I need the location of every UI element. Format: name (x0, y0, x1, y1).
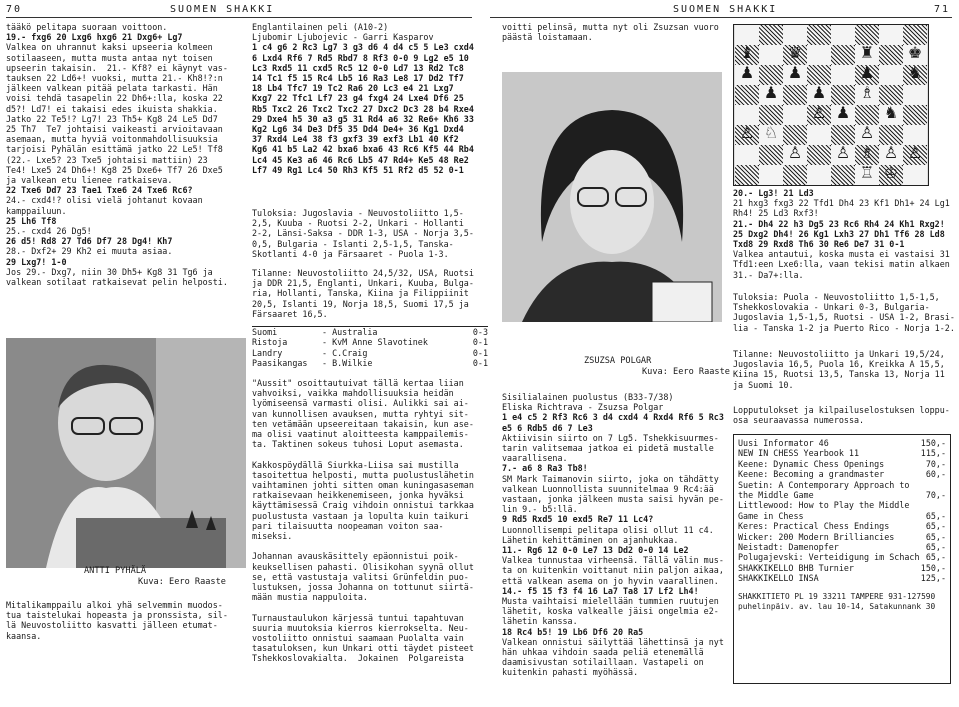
text-line: 26 d5! Rd8 27 Td6 Df7 28 Dg4! Kh7 (6, 236, 173, 247)
text-line: se, että vastustaja valitsi Grünfeldin puo- (252, 571, 469, 582)
text-line: Luonnollisempi pelitapa olisi ollut 11 c4. (502, 524, 714, 535)
ad-item-title: the Middle Game (738, 490, 814, 501)
board-square (831, 25, 855, 45)
text-line: 2-2, Länsi-Saksa - DDR 1-3, USA - Norja 3,5- (252, 228, 474, 239)
match-player: Suomi (252, 327, 278, 337)
match-opponent: - B.Wilkie (322, 358, 373, 369)
match-table-row (252, 337, 488, 347)
ad-item-price: 60,- (925, 469, 946, 480)
text-line: e5 6 Rdb5 d6 7 Le3 (502, 422, 593, 433)
board-square (903, 165, 927, 185)
board-square (807, 65, 831, 85)
text-line: Lf7 49 Rg1 Lc4 50 Rh3 Kf5 51 Rf2 d5 52 0-1 (252, 164, 464, 175)
text-line: Kg2 Lg6 34 De3 Df5 35 Dd4 De4+ 36 Kg1 Dxd4 (252, 124, 464, 135)
text-line: Lc3 Rxd5 11 cxd5 Rc5 12 0-0 Ld7 13 Rd2 Tc8 (252, 62, 464, 73)
chess-piece-icon: ♟ (763, 83, 779, 102)
text-line: (22.- Lxe5? 23 Txe5 johtaisi mattiin) 23 (6, 154, 208, 165)
board-square (735, 105, 759, 125)
chess-piece-icon: ♙ (739, 123, 755, 142)
text-line: Lopputulokset ja kilpailuselostuksen loppu- (733, 405, 950, 415)
text-line: 1 c4 g6 2 Rc3 Lg7 3 g3 d6 4 d4 c5 5 Le3 cxd4 (252, 42, 474, 53)
chess-piece-icon: ♗ (859, 143, 875, 162)
chess-piece-icon: ♟ (835, 103, 851, 122)
text-line: kamppailuun. (6, 205, 67, 216)
text-line (252, 541, 488, 551)
text-line: Valkea on uhrannut kaksi upseeria kolmeen (6, 42, 213, 53)
text-line: Skotlanti 4-0 ja Färsaaret - Puola 1-3. (252, 248, 449, 259)
text-line: 14.- f5 15 f3 f4 16 La7 Ta8 17 Lf2 Lh4! (502, 585, 699, 596)
text-line: tarjoisi Pyhälän esittämä jatko 22 Le5! Tf8 (6, 144, 223, 155)
chess-piece-icon: ♛ (787, 43, 803, 62)
text-line: Lc4 45 Ke3 a6 46 Rc6 Lb5 47 Rd4+ Ke5 48 Re2 (252, 154, 469, 165)
ad-item-title: Keene: Becoming a grandmaster (738, 469, 885, 480)
column-2-results (252, 208, 488, 263)
board-square (783, 85, 807, 105)
text-line: Turnaustaulukon kärjessä tuntui tapahtuvan (252, 612, 464, 623)
board-square (879, 85, 903, 105)
match-opponent: - Australia (322, 327, 378, 337)
text-line: vostoliitto onnistui saamaan Puolalta vain (252, 633, 464, 644)
text-line: vahvoiksi, vaikka mahdollisuuksia heidän (252, 388, 454, 399)
text-line: jälkeen valkean pitää pelata tarkasti. Hän (6, 83, 218, 94)
text-line: Lähetin kehittäminen on ajanhukkaa. (502, 534, 679, 545)
text-line: valkean Luonnollista suunnitelmaa 9 Rc4:ää (502, 483, 714, 494)
text-line: Valkean onnistui säilyttää lähettinsä ja nyt (502, 636, 724, 647)
ad-item (738, 500, 946, 510)
text-line: vaarallisena. (502, 453, 568, 464)
text-line: Mitalikamppailu alkoi yhä selvemmin muodos- (6, 600, 223, 610)
text-line: upseerin takaisin. 21.- Kf8? ei käynyt vas- (6, 62, 228, 73)
text-line: d5?! Ld7! ei takaisi edes ikuista shakkia. (6, 103, 218, 114)
text-line: "Aussit" osoittautuivat tällä kertaa liian (252, 378, 464, 388)
chess-piece-icon: ♞ (907, 63, 923, 82)
board-square (831, 45, 855, 65)
text-line: ja DDR 21,5, Englanti, Unkari, Kuuba, Bulga- (252, 278, 474, 289)
board-square (783, 125, 807, 145)
board-square (759, 65, 783, 85)
board-square (759, 45, 783, 65)
text-line: lähetin kanssa. (502, 616, 578, 627)
text-line: Johannan avauskäsittely epäonnistui poik- (252, 551, 459, 562)
text-line: Rb5 Txc2 26 Txc2 Txc2 27 Dxc2 Dc3 28 b4 Rxe4 (252, 103, 474, 114)
chess-piece-icon: ♙ (787, 143, 803, 162)
chess-piece-icon: ♚ (907, 43, 923, 62)
text-line: 25 Lh6 Tf8 (6, 215, 57, 226)
text-line (252, 449, 488, 459)
text-line: 25 Dxg2 Dh4! 26 Kg1 Lxh3 27 Dh1 Tf6 28 Ld8 (733, 228, 945, 239)
text-line: Valkea antautui, koska musta ei vastaisi 31 (733, 249, 950, 260)
text-line: vastaan, jonka jälkeen musta saisi hyvän pe- (502, 494, 724, 505)
text-line: suuria muutoksia kierros kierrokselta. Neu- (252, 622, 469, 633)
column-4-standings (733, 349, 957, 394)
text-line: tääkö pelitapa suoraan voittoon. (6, 22, 168, 32)
text-line: vaihtaminen johti sitten oman kuningasaseman (252, 480, 474, 491)
text-line: asemaan, mutta hyviä voitonmahdollisuuksia (6, 134, 218, 145)
board-square (831, 165, 855, 185)
ad-item (738, 532, 946, 542)
board-square (879, 45, 903, 65)
match-opponent: - KvM Anne Slavotinek (322, 337, 428, 348)
text-line: 20,5, Islanti 19, Norja 18,5, Suomi 17,5 ja (252, 298, 469, 309)
text-line: 31.- Da7+:lla. (733, 269, 804, 280)
text-line: Färsaaret 16,5. (252, 308, 328, 319)
text-line: Jatko 22 Te5!? Lg7! 23 Th5+ Kg8 24 Le5 Dd7 (6, 113, 218, 124)
text-line: Jugoslavia 16,5, Puola 16, Kreikka A 15,5, (733, 359, 945, 370)
board-square (903, 105, 927, 125)
text-line: tasatuloksen, kun Unkari otti täydet pisteet (252, 643, 474, 654)
text-line: 37 Rxd4 Le4 38 f3 gxf3 39 exf3 Lb1 40 Kf2 (252, 134, 459, 145)
chess-piece-icon: ♟ (811, 83, 827, 102)
text-line: lyömiseensä varmasti olisi. Aulikki sai ai- (252, 398, 469, 409)
text-line: Aktiivisin siirto on 7 Lg5. Tshekkisuurmes- (502, 432, 719, 443)
text-line: tasoitettua helposti, mutta puolustuslähetin (252, 469, 474, 480)
ad-item-list (738, 438, 946, 584)
ad-item-title: Keres: Practical Chess Endings (738, 521, 890, 532)
text-line: tarin valitsemaa jatkoa ei pidetä mustalle (502, 443, 714, 454)
text-line: Valkea tunnustaa virheensä. Tällä välin mus- (502, 555, 724, 566)
text-line: 7.- a6 8 Ra3 Tb8! (502, 463, 588, 474)
match-table-row (252, 358, 488, 368)
ad-footer-line-2: puhelinpäiv. av. lau 10-14, Satakunnank 30 (738, 602, 936, 612)
text-line (252, 602, 488, 612)
ad-item-title: Game in Chess (738, 510, 804, 521)
text-line: käyttämisessä Craig vihdoin onnistui tarkkaa (252, 500, 474, 511)
text-line: ja valkean etu lienee ratkaiseva. (6, 175, 173, 186)
board-square (855, 25, 879, 45)
text-line: Jugoslavia 1,5-1,5, Ruotsi - USA 1-2, Brasi- (733, 312, 955, 323)
text-line: Jos 29.- Dxg7, niin 30 Dh5+ Kg8 31 Tg6 ja (6, 266, 213, 277)
text-line: Ljubomir Ljubojevic - Garri Kasparov (252, 32, 434, 43)
text-line: 25.- cxd4 26 Dg5! (6, 226, 92, 237)
chess-piece-icon: ♟ (739, 63, 755, 82)
player-photo-polgar (502, 72, 722, 322)
ad-item-price: 70,- (925, 458, 946, 469)
text-line: ta on kuitenkin voittanut niin paljon aikaa, (502, 565, 724, 576)
ad-item-title: Polugajevski: Verteidigung im Schach (738, 552, 920, 563)
ad-item (738, 511, 946, 521)
board-square (783, 165, 807, 185)
text-line: 20.- Lg3! 21 Ld3 (733, 188, 814, 198)
board-square (831, 85, 855, 105)
board-square (807, 125, 831, 145)
chess-piece-icon: ♙ (883, 143, 899, 162)
column-4-results (733, 292, 957, 337)
text-line: että valkean asema on jo hyvin vaarallinen. (502, 575, 719, 586)
text-line: voitti pelinsä, mutta nyt oli Zsuzsan vuoro (502, 22, 719, 32)
board-square (759, 105, 783, 125)
text-line: 18 Rc4 b5! 19 Lb6 Df6 20 Ra5 (502, 626, 644, 637)
ad-item-title: Littlewood: How to Play the Middle (738, 500, 910, 511)
text-line: 18 Lb4 Tfc7 19 Tc2 Ra6 20 Lc3 e4 21 Lxg7 (252, 83, 454, 94)
ad-item-price: 65,- (925, 542, 946, 553)
ad-item (738, 448, 946, 458)
match-score: 0-3 (472, 327, 488, 337)
chess-piece-icon: ♙ (811, 103, 827, 122)
match-player: Ristoja (252, 337, 288, 348)
ad-item-title: SHAKKIKELLO BHB Turnier (738, 562, 854, 573)
right-running-title: SUOMEN SHAKKI (673, 4, 778, 15)
text-line: lia - Tanska 1-2 ja Puerto Rico - Norja 1-2. (733, 322, 955, 333)
text-line: daamisivustan sotilaillaan. Vastapeli on (502, 657, 704, 668)
text-line: Txd8 29 Rxd8 Th6 30 Re6 De7 31 0-1 (733, 239, 905, 250)
book-advertisement-box (733, 434, 951, 684)
match-score: 0-1 (472, 347, 488, 358)
text-line: mään mustia nappuloita. (252, 592, 368, 603)
photo-caption-pyhala-credit: Kuva: Eero Raaste (138, 577, 226, 587)
text-line: lä Neuvostoliitto kasvatti jälleen etumat- (6, 620, 218, 631)
text-line: tua taistelukai hopeasta ja pronssista, sil- (6, 610, 228, 621)
chess-piece-icon: ♙ (835, 143, 851, 162)
ad-item-price: 65,- (925, 531, 946, 542)
board-square (735, 145, 759, 165)
text-line: Kiina 15, Ruotsi 13,5, Tanska 13, Norja 11 (733, 369, 945, 380)
match-player: Paasikangas (252, 358, 308, 369)
text-line: ja Suomi 10. (733, 379, 794, 390)
ad-footer-line-1: SHAKKITIETO PL 19 33211 TAMPERE 931-127590 (738, 591, 936, 601)
text-line: osa seuraavassa numerossa. (733, 415, 865, 426)
board-square (903, 125, 927, 145)
chess-piece-icon: ♟ (787, 63, 803, 82)
ad-item-title: Neistadt: Damenopfer (738, 542, 839, 553)
ad-item-price: 65,- (925, 552, 946, 563)
text-line: Kxg7 22 Tfc1 Lf7 23 g4 fxg4 24 Lxe4 Df6 25 (252, 93, 464, 104)
text-line: 25 Th7 Te7 johtaisi vaikeasti arvioitavaan (6, 124, 223, 135)
text-line: Tuloksia: Puola - Neuvostoliitto 1,5-1,5, (733, 292, 940, 302)
text-line: miseksi. (252, 531, 293, 542)
board-square (735, 25, 759, 45)
match-score: 0-1 (472, 337, 488, 348)
text-line: kaansa. (6, 630, 42, 641)
right-header-rule (490, 17, 952, 18)
match-player: Landry (252, 347, 283, 358)
text-line: Kakkospöydällä Siurkka-Liisa sai mustilla (252, 459, 459, 470)
column-4-ending (733, 405, 957, 429)
board-square (735, 85, 759, 105)
ad-item (738, 459, 946, 469)
chess-piece-icon: ♝ (739, 43, 755, 62)
text-line: valkean sotilaat ratkaisevat pelin helposti. (6, 277, 228, 288)
ad-item (738, 521, 946, 531)
ad-item (738, 438, 946, 448)
text-line: sotilaaseen, mutta musta antaa nyt toisen (6, 52, 213, 63)
board-square (759, 145, 783, 165)
text-line: ria, Hollanti, Tanska, Kiina ja Filippiinit (252, 288, 469, 299)
text-line: 21 hxg3 fxg3 22 Tfd1 Dh4 23 Kf1 Dh1+ 24 Lg1 (733, 198, 950, 209)
match-table-row (252, 348, 488, 358)
text-line: 28.- Dxf2+ 29 Kh2 ei muuta asiaa. (6, 246, 173, 257)
ad-item-title: SHAKKIKELLO INSA (738, 573, 819, 584)
text-line: 19.- fxg6 20 Lxg6 hxg6 21 Dxg6+ Lg7 (6, 32, 183, 43)
match-score: 0-1 (472, 358, 488, 369)
left-page-number: 70 (6, 4, 23, 15)
photo-caption-polgar-credit: Kuva: Eero Raaste (642, 367, 730, 377)
ad-item (738, 490, 946, 500)
text-line: 11.- Rg6 12 0-0 Le7 13 Dd2 0-0 14 Le2 (502, 545, 689, 556)
text-line: 9 Rd5 Rxd5 10 exd5 Re7 11 Lc4? (502, 514, 654, 525)
ad-item-price: 70,- (925, 490, 946, 501)
column-3-top-text (502, 22, 722, 46)
board-square (759, 25, 783, 45)
board-square (807, 45, 831, 65)
text-line: 2,5, Kuuba - Ruotsi 2-2, Unkari - Hollanti (252, 218, 464, 229)
text-line: 0,5, Bulgaria - Islanti 2,5-1,5, Tanska- (252, 238, 454, 249)
chess-piece-icon: ♗ (859, 83, 875, 102)
board-square (903, 85, 927, 105)
column-1-bottom-text (6, 600, 246, 660)
ad-item-price: 150,- (920, 438, 946, 448)
chess-diagram (733, 24, 929, 186)
text-line: Tshekkoslovakia - Unkari 0-3, Bulgaria- (733, 302, 930, 313)
board-square (831, 125, 855, 145)
text-line: keuksellisen pahasti. Olisikohan syynä ollut (252, 561, 474, 572)
ad-item-price: 65,- (925, 510, 946, 521)
board-square (903, 25, 927, 45)
ad-item (738, 573, 946, 583)
ad-item-title: Wicker: 200 Modern Brilliancies (738, 531, 895, 542)
text-line: 22 Txe6 Dd7 23 Tae1 Txe6 24 Txe6 Rc6? (6, 185, 193, 196)
text-line: SM Mark Taimanovin siirto, joka on tähdätty (502, 473, 719, 484)
ad-item-title: Keene: Dynamic Chess Openings (738, 458, 885, 469)
board-square (783, 25, 807, 45)
text-line: kuitenkin pahasti myöhässä. (502, 667, 639, 678)
column-1-text (6, 22, 246, 292)
player-photo-pyhala (6, 338, 246, 568)
chess-piece-icon: ♖ (859, 163, 875, 182)
board-square (735, 165, 759, 185)
left-header-rule (6, 17, 472, 18)
ad-item (738, 542, 946, 552)
ad-item-price: 150,- (920, 562, 946, 573)
board-square (831, 65, 855, 85)
text-line: Te4! Lxe5 24 Dh6+! Kg8 25 Dxe6+ Tf7 26 Dxe5 (6, 164, 223, 175)
text-line: lin 9.- b5:llä. (502, 504, 578, 515)
text-line: Tilanne: Neuvostoliitto 24,5/32, USA, Ruotsi (252, 268, 474, 278)
text-line: van kunnollisen avauksen, mutta ryhtyi sit- (252, 408, 469, 419)
text-line: Rh4! 25 Ld3 Rxf3! (733, 208, 819, 219)
board-square (807, 165, 831, 185)
ad-item-title: Uusi Informator 46 (738, 438, 829, 448)
text-line: ta. Taktinen sokeus tuhosi Loput asemasta. (252, 439, 464, 450)
ad-item-price: 65,- (925, 521, 946, 532)
ad-item (738, 563, 946, 573)
right-page-number: 71 (934, 4, 951, 15)
board-square (855, 105, 879, 125)
chess-piece-icon: ♙ (907, 143, 923, 162)
column-4-moves (733, 188, 957, 283)
chess-piece-icon: ♙ (859, 123, 875, 142)
ad-item-title: NEW IN CHESS Yearbook 11 (738, 448, 860, 459)
text-line: Tuloksia: Jugoslavia - Neuvostoliitto 1,5- (252, 208, 464, 218)
board-square (879, 125, 903, 145)
text-line: 29 Dxe4 h5 30 a3 g5 31 Rd4 a6 32 Re6+ Kh6 33 (252, 113, 474, 124)
match-table-row (252, 327, 488, 337)
text-line: Sisilialainen puolustus (B33-7/38) (502, 392, 674, 402)
board-square (807, 25, 831, 45)
text-line: pari tilaisuutta noopeaman voiton saa- (252, 520, 444, 531)
column-2-standings (252, 268, 488, 323)
board-square (807, 145, 831, 165)
ad-item-price: 125,- (920, 573, 946, 584)
column-3-game-text (502, 392, 724, 682)
chess-piece-icon: ♔ (883, 163, 899, 182)
text-line: Tshekkoslovakialta. Jokainen Polgareista (252, 653, 464, 664)
text-line: Englantilainen peli (A10-2) (252, 22, 389, 32)
text-line: ratkaisevaan heikkenemiseen, jonka hyväksi (252, 490, 464, 501)
chess-piece-icon: ♜ (859, 43, 875, 62)
ad-item (738, 552, 946, 562)
ad-item (738, 480, 946, 490)
text-line: Tfd1:een Lxe6:lla, vaan tekisi matin alkaen (733, 259, 950, 270)
ad-item (738, 469, 946, 479)
text-line: voisi tehdä tasapelin 22 Dh6+:lla, koska 22 (6, 93, 223, 104)
board-square (879, 65, 903, 85)
photo-caption-pyhala-name: ANTTI PYHÄLÄ (84, 566, 147, 576)
text-line: 29 Lxg7! 1-0 (6, 256, 67, 267)
text-line: 24.- cxd4!? olisi vielä johtanut kovaan (6, 195, 203, 206)
column-2-bottom-text (252, 378, 488, 678)
photo-caption-polgar-name: ZSUZSA POLGAR (584, 356, 652, 366)
text-line: Musta vaihtaisi mielellään tummien ruutujen (502, 596, 719, 607)
text-line: 6 Lxd4 Rf6 7 Rd5 Rbd7 8 Rf3 0-0 9 Lg2 e5 10 (252, 52, 469, 63)
text-line: Eliska Richtrava - Zsuzsa Polgar (502, 402, 664, 413)
text-line: 14 Tc1 f5 15 Rc4 Lb5 16 Ra3 Le8 17 Dd2 Tf7 (252, 73, 464, 84)
chess-piece-icon: ♞ (883, 103, 899, 122)
text-line: hän uhkaa vihdoin saada peliä etenemällä (502, 647, 704, 658)
text-line: lustuksen, jossa Johanna on tottunut siirtä- (252, 582, 474, 593)
match-opponent: - C.Craig (322, 347, 368, 358)
board-square (783, 105, 807, 125)
ad-item-price: 115,- (920, 448, 946, 459)
text-line: ten vetämään upseereitaan takaisin, kun ase- (252, 418, 474, 429)
left-running-title: SUOMEN SHAKKI (170, 4, 275, 15)
text-line: lähetit, koska valkealle jäisi ongelmia e2- (502, 606, 719, 617)
text-line: 1 e4 c5 2 Rf3 Rc6 3 d4 cxd4 4 Rxd4 Rf6 5 Rc3 (502, 412, 724, 423)
text-line: 21.- Dh4 22 h3 Dg5 23 Rc6 Rh4 24 Kh1 Rxg2! (733, 218, 945, 229)
column-2-game-text (252, 22, 488, 184)
match-table (252, 326, 488, 369)
chess-piece-icon: ♟ (859, 63, 875, 82)
board-square (879, 25, 903, 45)
text-line: Kg6 41 b5 La2 42 bxa6 bxa6 43 Rc6 Kf5 44 Rb4 (252, 144, 474, 155)
chess-piece-icon: ♘ (763, 123, 779, 142)
ad-item-title: Suetin: A Contemporary Approach to (738, 479, 910, 490)
text-line: Tilanne: Neuvostoliitto ja Unkari 19,5/24, (733, 349, 945, 359)
text-line: ma olisi vaatinut aloitteesta kamppailemis- (252, 429, 469, 440)
text-line: päästä loistamaan. (502, 32, 593, 43)
board-square (759, 165, 783, 185)
text-line: puolustusta vastaan ja lopulta kuin taikuri (252, 510, 469, 521)
text-line: tauksen 22 Ld6+! vuoksi, mutta 21.- Kh8!?:n (6, 73, 223, 84)
